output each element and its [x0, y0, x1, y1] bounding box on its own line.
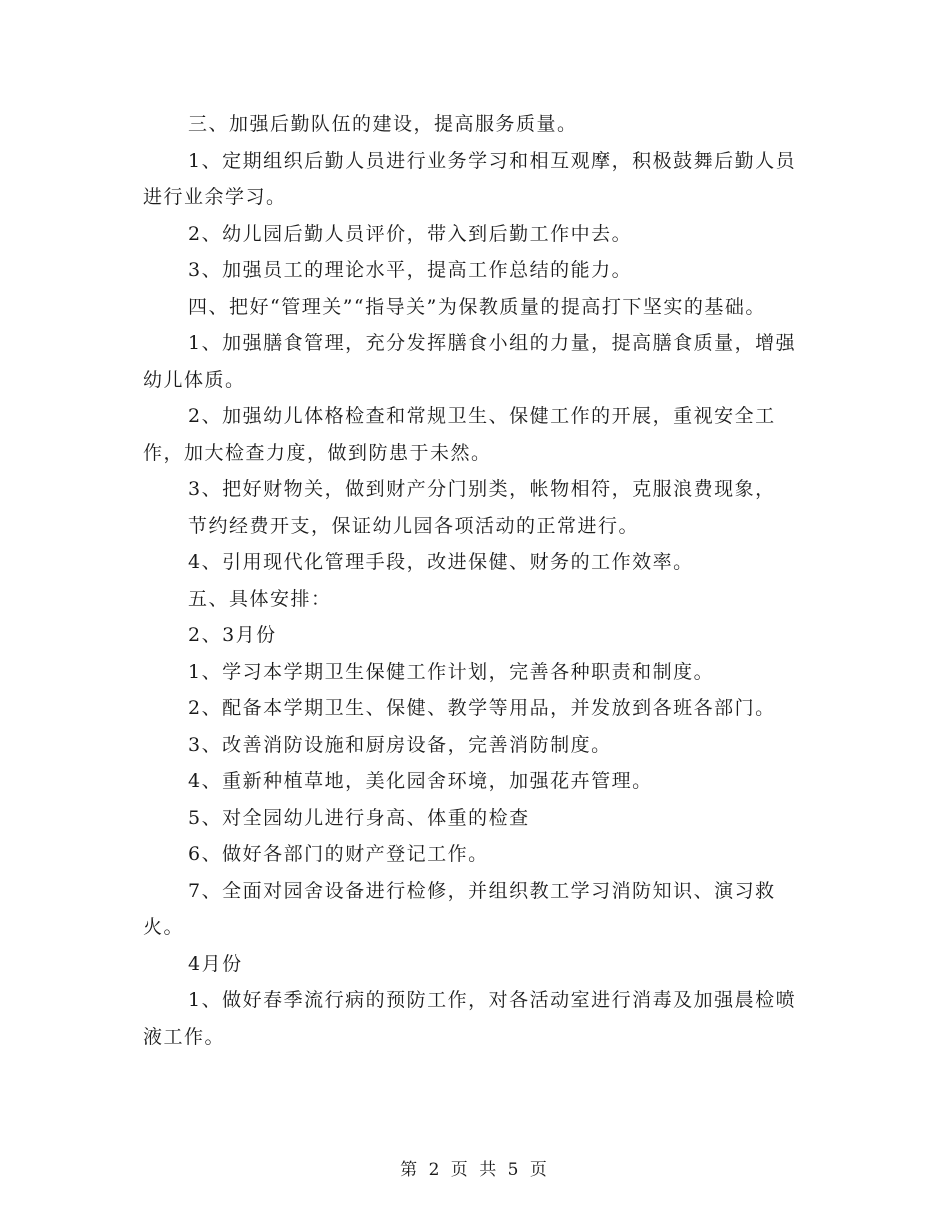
section-heading-schedule: 五、具体安排：: [188, 587, 332, 610]
list-item: 1、学习本学期卫生保健工作计划，完善各种职责和制度。: [188, 660, 715, 683]
list-item: 5、对全园幼儿进行身高、体重的检查: [188, 806, 530, 829]
list-item: 2、配备本学期卫生、保健、教学等用品，并发放到各班各部门。: [188, 697, 776, 719]
section-heading-management: 四、把好“管理关”“指导关”为保教质量的提高打下坚实的基础。: [188, 295, 766, 318]
list-item: 1、定期组织后勤人员进行业务学习和相互观摩，积极鼓舞后勤人员进行业余学习。: [143, 149, 797, 208]
page-number-footer: 第 2 页 共 5 页: [400, 1160, 550, 1180]
list-item: 7、全面对园舍设备进行检修，并组织教工学习消防知识、演习救火。: [143, 879, 776, 938]
list-item: 4、重新种植草地，美化园舍环境，加强花卉管理。: [188, 770, 653, 792]
list-item: 3、改善消防设施和厨房设备，完善消防制度。: [188, 733, 612, 756]
document-body: [143, 106, 811, 1055]
month-heading-april: 4月份: [188, 952, 243, 975]
list-item: 4、引用现代化管理手段，改进保健、财务的工作效率。: [188, 551, 694, 573]
list-item: 2、幼儿园后勤人员评价，带入到后勤工作中去。: [188, 222, 633, 245]
list-item-continuation: 节约经费开支，保证幼儿园各项活动的正常进行。: [188, 514, 640, 537]
list-item: 6、做好各部门的财产登记工作。: [188, 843, 489, 865]
month-heading-feb-mar: 2、3月份: [188, 624, 277, 646]
list-item: 3、加强员工的理论水平，提高工作总结的能力。: [188, 259, 633, 281]
list-item: 2、加强幼儿体格检查和常规卫生、保健工作的开展，重视安全工作，加大检查力度，做到防患于未然。: [143, 405, 776, 464]
list-item: 1、加强膳食管理，充分发挥膳食小组的力量，提高膳食质量，增强幼儿体质。: [143, 332, 797, 391]
list-item: 3、把好财物关，做到财产分门别类，帐物相符，克服浪费现象，: [188, 478, 776, 500]
list-item: 1、做好春季流行病的预防工作，对各活动室进行消毒及加强晨检喷液工作。: [143, 989, 797, 1048]
section-heading-logistics-team: 三、加强后勤队伍的建设，提高服务质量。: [188, 113, 578, 135]
